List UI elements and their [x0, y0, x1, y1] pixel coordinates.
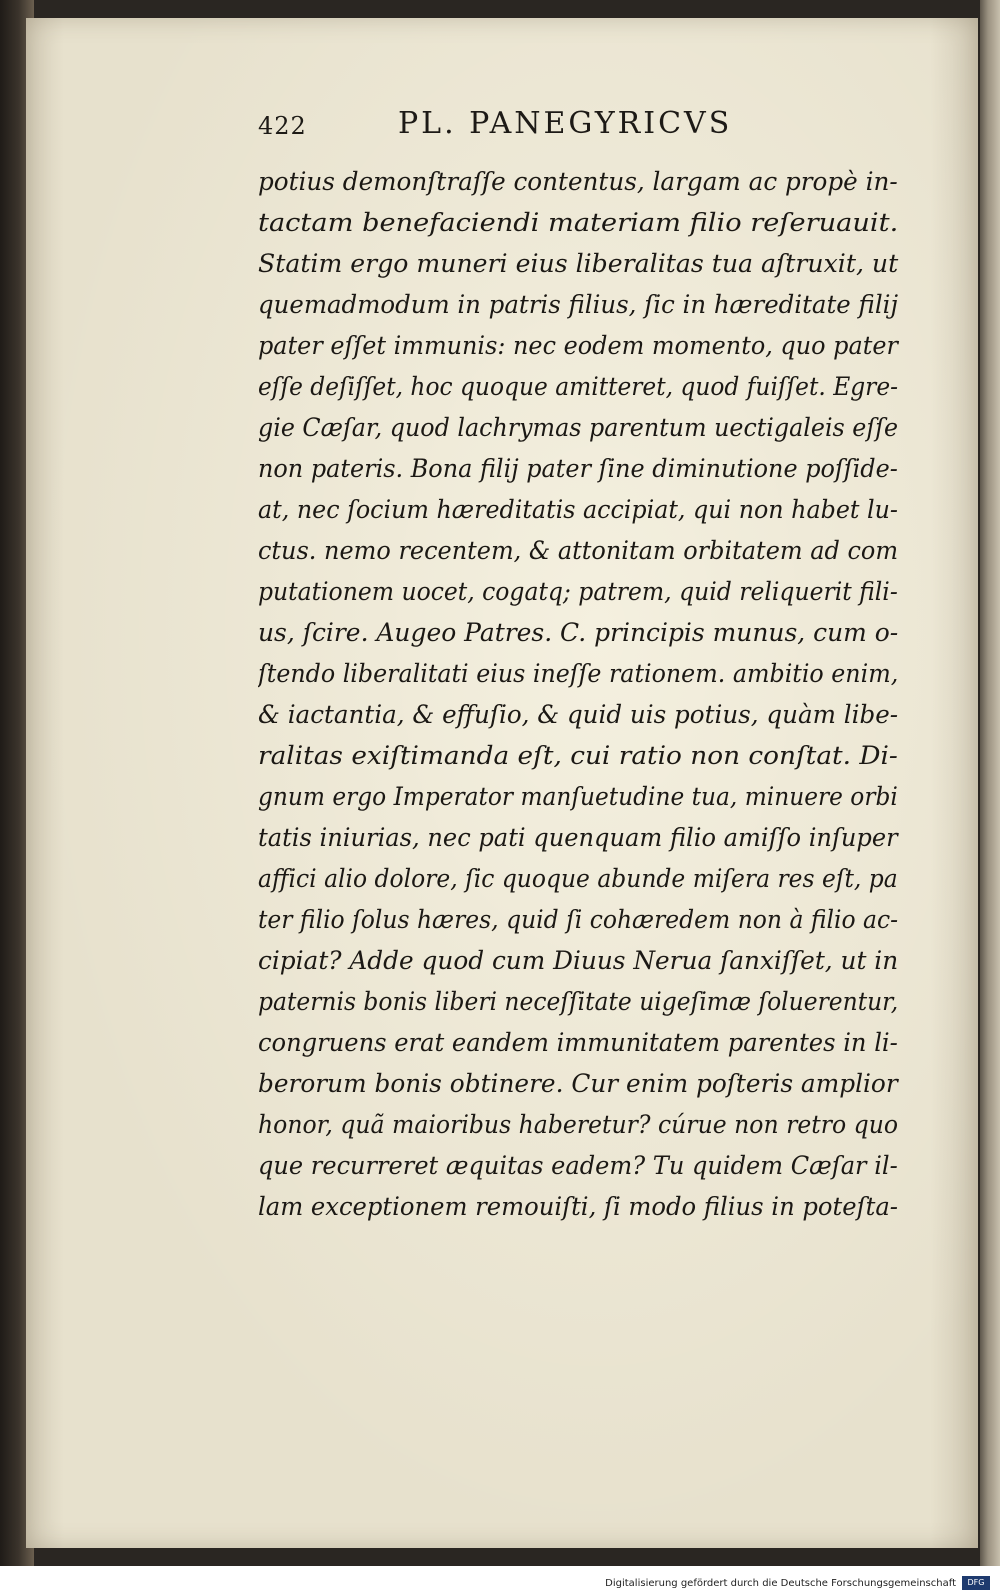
text-line: tatis iniurias, nec pati quenquam filio amiſſo inſuper [258, 823, 898, 853]
text-line: non pateris. Bona filij pater ſine diminutione poſſide- [258, 454, 898, 484]
text-line: tactam benefaciendi materiam filio reſeruauit. [258, 208, 899, 238]
text-line: ter filio ſolus hæres, quid ſi cohæredem non à filio ac- [258, 905, 899, 935]
text-line: que recurreret æquitas eadem? Tu quidem Cæſar il- [258, 1151, 898, 1181]
digitization-credit: Digitalisierung gefördert durch die Deutsche Forschungsgemeinschaft [605, 1578, 956, 1589]
text-line: paternis bonis liberi neceſſitate uigeſimæ ſoluerentur, [258, 987, 899, 1017]
text-line: quemadmodum in patris filius, ſic in hæreditate filij [258, 290, 899, 320]
page-edge-right [980, 0, 1000, 1566]
text-line: lam exceptionem remouiſti, ſi modo filius in poteſta- [258, 1192, 898, 1222]
page-header [258, 106, 778, 150]
text-line: ſtendo liberalitati eius ineſſe rationem. ambitio enim, [258, 659, 899, 689]
text-line: cipiat? Adde quod cum Diuus Nerua ſanxiſſet, ut in [258, 946, 899, 976]
text-line: potius demonſtraſſe contentus, largam ac propè in- [258, 167, 898, 197]
text-line: ctus. nemo recentem, & attonitam orbitatem ad com [258, 536, 899, 566]
text-line: at, nec ſocium hæreditatis accipiat, qui non habet lu- [258, 495, 898, 525]
text-line: congruens erat eandem immunitatem parentes in li- [258, 1028, 898, 1058]
text-line: berorum bonis obtinere. Cur enim poſteris amplior [258, 1069, 898, 1099]
dfg-logo: DFG [962, 1576, 990, 1590]
page-number: 422 [258, 112, 307, 140]
text-line: & iactantia, & effuſio, & quid uis potius, quàm libe- [258, 700, 899, 730]
text-block [258, 162, 918, 1228]
running-head: PL. PANEGYRICVS [398, 106, 733, 141]
text-line: putationem uocet, cogatq; patrem, quid reliquerit fili- [258, 577, 898, 607]
text-line: us, ſcire. Augeo Patres. C. principis munus, cum o- [258, 618, 899, 648]
text-line: eſſe deſiſſet, hoc quoque amitteret, quod fuiſſet. Egre- [258, 372, 899, 402]
text-line: gnum ergo Imperator manſuetudine tua, minuere orbi [258, 782, 898, 812]
text-line: ralitas exiſtimanda eſt, cui ratio non conſtat. Di- [258, 741, 898, 771]
text-line: honor, quã maioribus haberetur? cúrue non retro quo [258, 1110, 899, 1140]
text-line: Statim ergo muneri eius liberalitas tua aſtruxit, ut [258, 249, 899, 279]
text-line: gie Cæſar, quod lachrymas parentum uectigaleis eſſe [258, 413, 899, 443]
text-line: pater eſſet immunis: nec eodem momento, quo pater [258, 331, 898, 361]
text-line: affici alio dolore, ſic quoque abunde miſera res eſt, pa [258, 864, 898, 894]
